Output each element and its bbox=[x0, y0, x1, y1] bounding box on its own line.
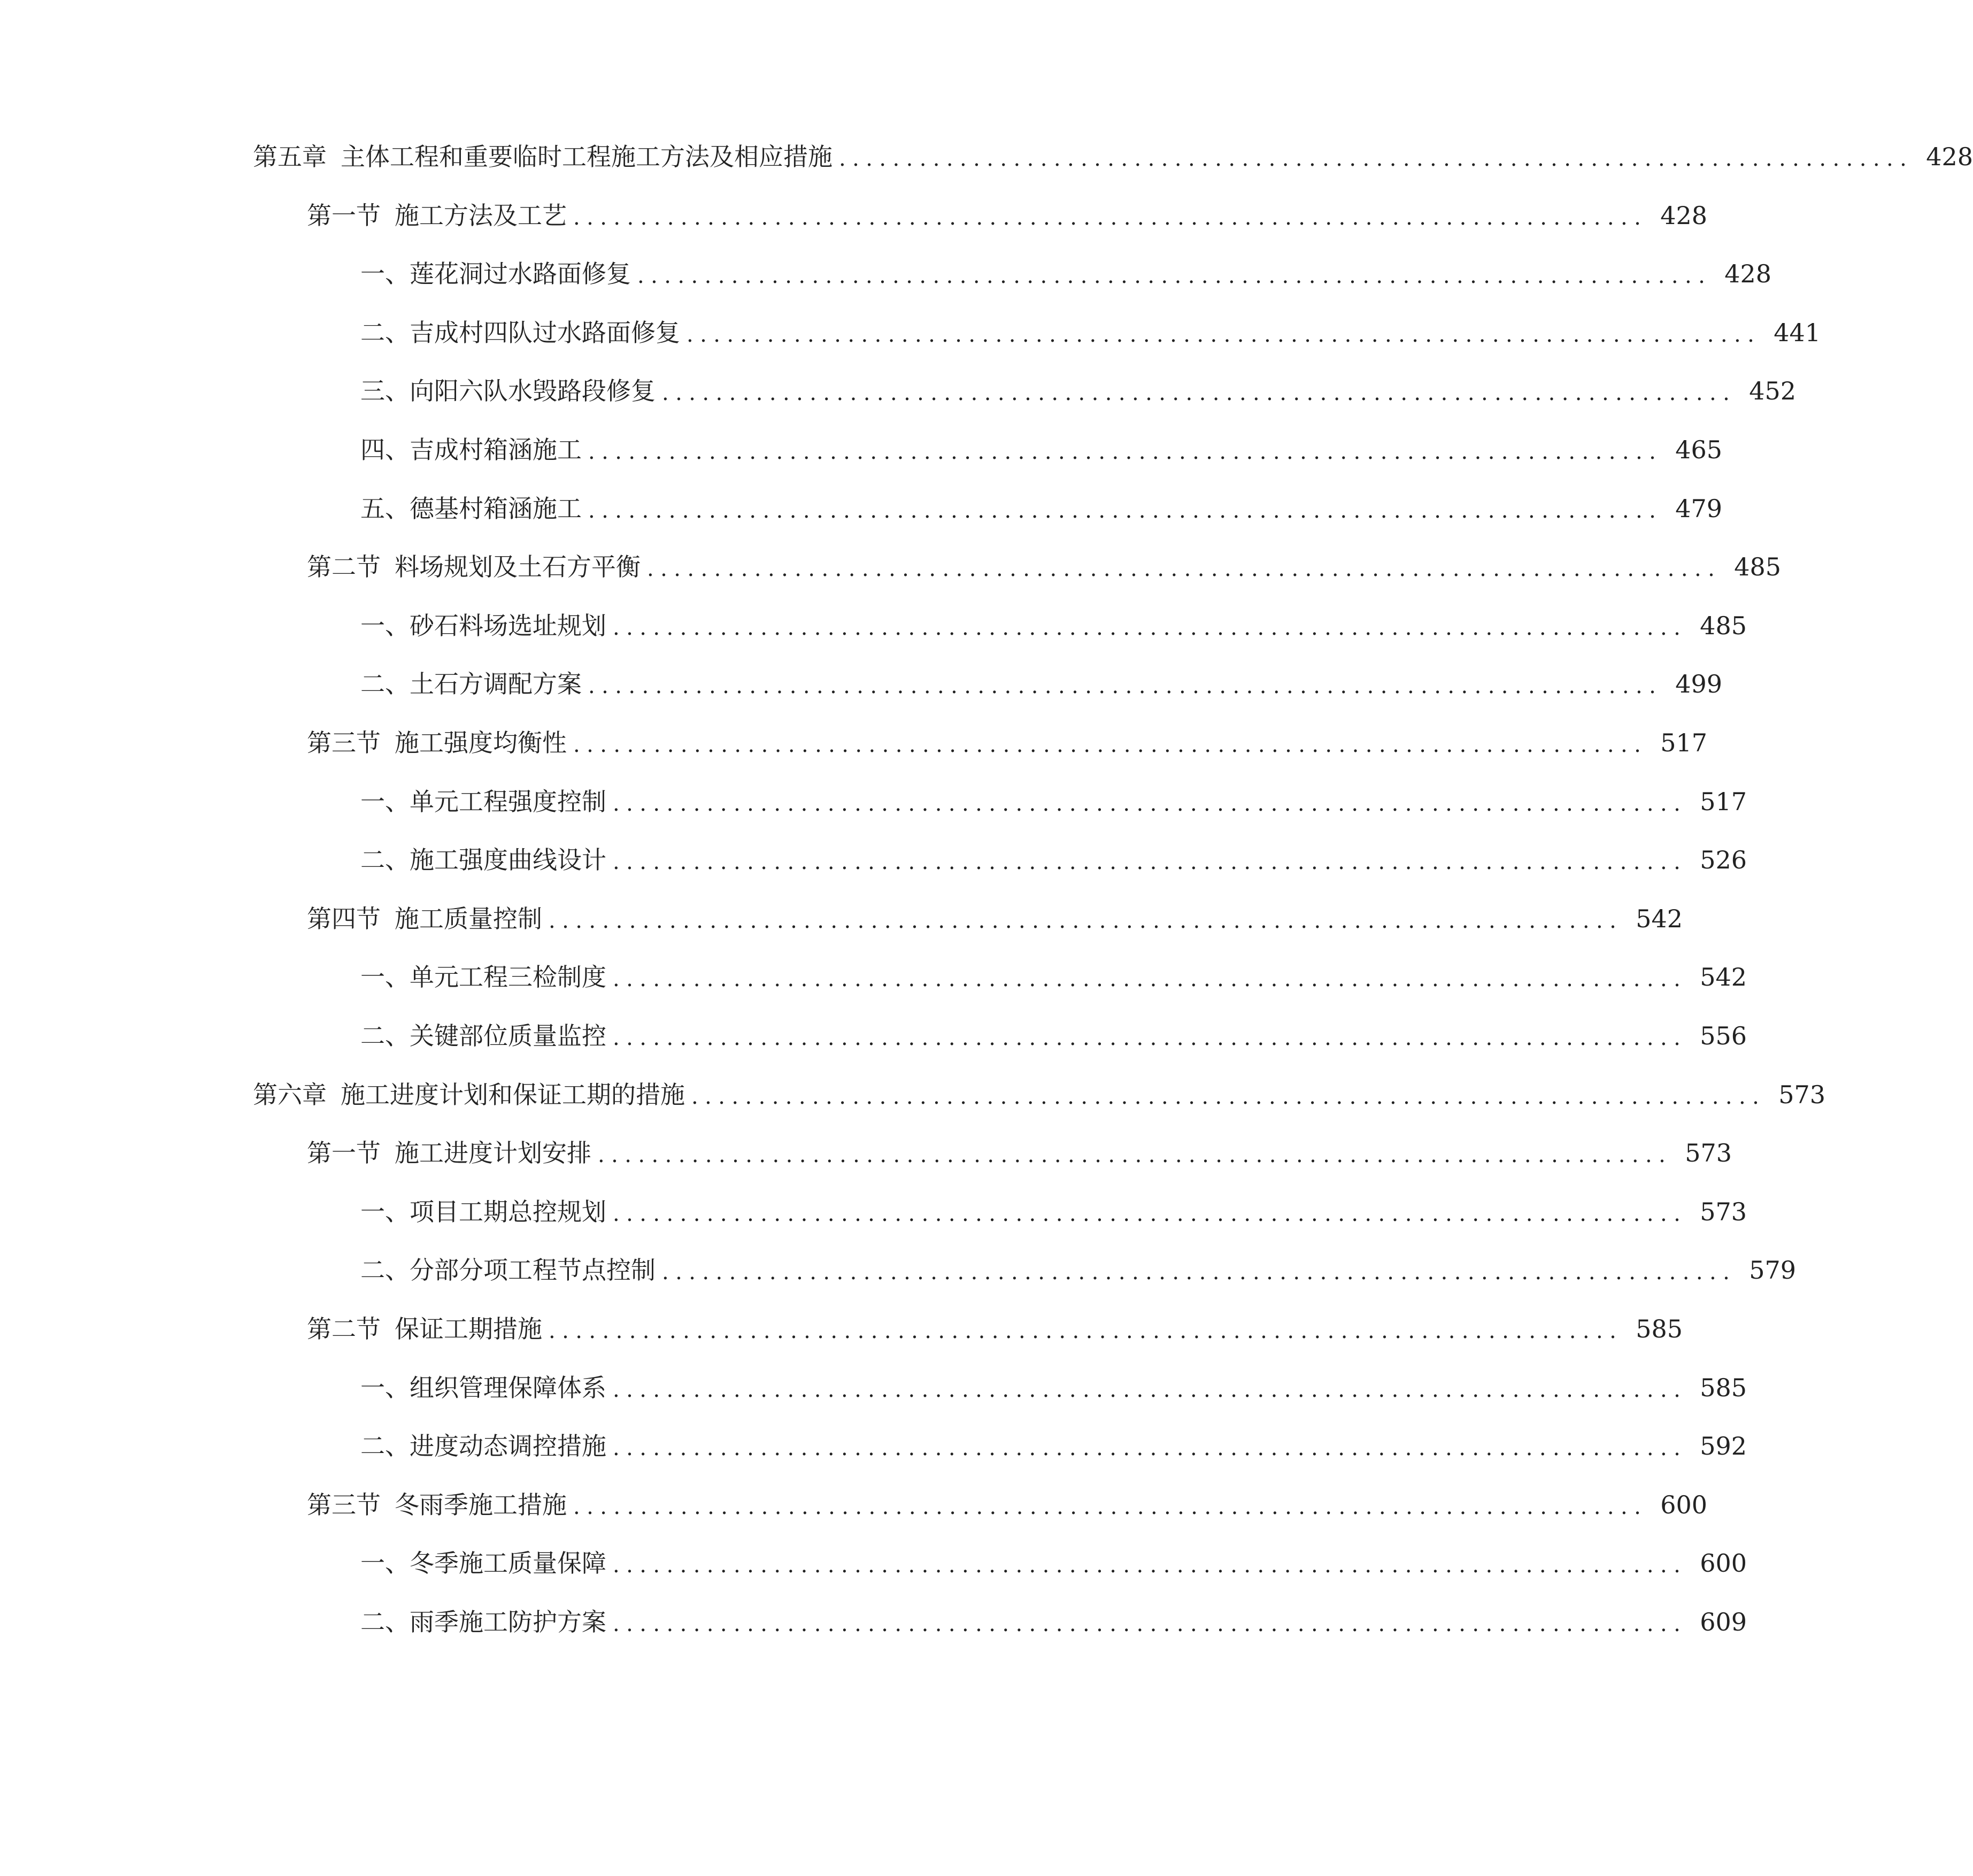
toc-entry-number: 二、 bbox=[360, 670, 410, 698]
toc-entry-level-2[interactable] bbox=[0, 1132, 1732, 1174]
dot-leader: ................................................................................ bbox=[839, 147, 1914, 171]
toc-entry-level-3[interactable] bbox=[0, 956, 1747, 998]
toc-entry-level-2[interactable] bbox=[0, 721, 1707, 764]
toc-entry-title: 吉成村箱涵施工 bbox=[410, 435, 582, 464]
toc-entry-level-3[interactable] bbox=[0, 487, 1722, 530]
toc-entry-level-1[interactable] bbox=[0, 1073, 1825, 1116]
toc-entry-number: 第二节 bbox=[307, 552, 381, 581]
toc-entry-title: 施工进度计划安排 bbox=[395, 1139, 591, 1167]
toc-entry-number: 二、 bbox=[360, 1608, 410, 1636]
toc-entry-title: 施工进度计划和保证工期的措施 bbox=[341, 1080, 685, 1109]
toc-entry-number: 一、 bbox=[360, 611, 410, 640]
toc-entry-page-number: 585 bbox=[1636, 1314, 1683, 1343]
toc-entry-title: 保证工期措施 bbox=[395, 1314, 542, 1343]
toc-entry-level-3[interactable] bbox=[0, 1601, 1747, 1643]
toc-entry-title: 主体工程和重要临时工程施工方法及相应措施 bbox=[341, 142, 833, 171]
toc-entry-level-3[interactable] bbox=[0, 1425, 1747, 1467]
toc-entry-number: 一、 bbox=[360, 259, 410, 288]
toc-entry-page-number: 573 bbox=[1685, 1139, 1732, 1167]
toc-entry-level-2[interactable] bbox=[0, 1308, 1683, 1350]
toc-entry-number: 二、 bbox=[360, 318, 410, 347]
toc-entry-title: 吉成村四队过水路面修复 bbox=[410, 318, 680, 347]
toc-entry-number: 第四节 bbox=[307, 904, 381, 933]
dot-leader: ................................................................................ bbox=[588, 674, 1663, 698]
toc-entry-number: 第三节 bbox=[307, 728, 381, 757]
toc-entry-level-3[interactable] bbox=[0, 1366, 1747, 1409]
toc-entry-number: 五、 bbox=[360, 494, 410, 523]
toc-entry-number: 第一节 bbox=[307, 201, 381, 230]
toc-entry-number: 二、 bbox=[360, 845, 410, 874]
toc-entry-level-3[interactable] bbox=[0, 370, 1796, 412]
dot-leader: ................................................................................ bbox=[613, 1202, 1687, 1226]
toc-entry-number: 三、 bbox=[360, 376, 410, 405]
toc-entry-number: 第二节 bbox=[307, 1314, 381, 1343]
dot-leader: ................................................................................ bbox=[613, 1436, 1687, 1460]
toc-entry-level-3[interactable] bbox=[0, 1249, 1796, 1291]
toc-entry-level-3[interactable] bbox=[0, 1542, 1747, 1585]
toc-entry-title: 施工强度曲线设计 bbox=[410, 845, 606, 874]
dot-leader: ................................................................................ bbox=[687, 322, 1761, 347]
dot-leader: ................................................................................ bbox=[691, 1085, 1766, 1109]
dot-leader: ................................................................................ bbox=[637, 264, 1712, 288]
toc-entry-page-number: 585 bbox=[1700, 1373, 1747, 1402]
toc-entry-title: 砂石料场选址规划 bbox=[410, 611, 606, 640]
toc-entry-title: 组织管理保障体系 bbox=[410, 1373, 606, 1402]
toc-entry-page-number: 556 bbox=[1700, 1021, 1747, 1050]
toc-entry-page-number: 428 bbox=[1660, 201, 1707, 230]
toc-entry-page-number: 526 bbox=[1700, 845, 1747, 874]
toc-entry-page-number: 600 bbox=[1700, 1549, 1747, 1578]
dot-leader: ................................................................................ bbox=[613, 1553, 1687, 1578]
toc-entry-level-2[interactable] bbox=[0, 897, 1683, 940]
toc-entry-title: 施工质量控制 bbox=[395, 904, 542, 933]
dot-leader: ................................................................................ bbox=[613, 850, 1687, 874]
dot-leader: ................................................................................ bbox=[613, 791, 1687, 816]
toc-entry-level-2[interactable] bbox=[0, 1483, 1707, 1526]
toc-entry-level-2[interactable] bbox=[0, 194, 1707, 237]
toc-entry-level-3[interactable] bbox=[0, 252, 1771, 295]
toc-entry-page-number: 452 bbox=[1749, 376, 1796, 405]
toc-entry-number: 一、 bbox=[360, 1373, 410, 1402]
dot-leader: ................................................................................ bbox=[588, 440, 1663, 464]
toc-entry-title: 分部分项工程节点控制 bbox=[410, 1256, 656, 1285]
toc-entry-page-number: 573 bbox=[1700, 1197, 1747, 1226]
toc-entry-title: 冬季施工质量保障 bbox=[410, 1549, 606, 1578]
toc-entry-level-3[interactable] bbox=[0, 839, 1747, 881]
dot-leader: ................................................................................ bbox=[662, 1260, 1737, 1285]
toc-entry-page-number: 485 bbox=[1734, 552, 1781, 581]
dot-leader: ................................................................................ bbox=[573, 1495, 1648, 1519]
dot-leader: ................................................................................ bbox=[549, 909, 1623, 933]
toc-entry-title: 进度动态调控措施 bbox=[410, 1432, 606, 1460]
toc-entry-number: 四、 bbox=[360, 435, 410, 464]
toc-entry-title: 单元工程强度控制 bbox=[410, 787, 606, 816]
toc-entry-number: 第五章 bbox=[253, 142, 327, 171]
toc-entry-page-number: 542 bbox=[1636, 904, 1683, 933]
toc-entry-page-number: 428 bbox=[1926, 142, 1973, 171]
dot-leader: ................................................................................ bbox=[613, 967, 1687, 991]
toc-entry-number: 一、 bbox=[360, 963, 410, 991]
toc-entry-title: 莲花洞过水路面修复 bbox=[410, 259, 631, 288]
toc-entry-page-number: 573 bbox=[1778, 1080, 1825, 1109]
toc-entry-level-3[interactable] bbox=[0, 663, 1722, 705]
toc-entry-page-number: 579 bbox=[1749, 1256, 1796, 1285]
toc-entry-title: 雨季施工防护方案 bbox=[410, 1608, 606, 1636]
toc-entry-page-number: 441 bbox=[1774, 318, 1821, 347]
toc-entry-title: 向阳六队水毁路段修复 bbox=[410, 376, 656, 405]
toc-entry-page-number: 609 bbox=[1700, 1608, 1747, 1636]
toc-entry-page-number: 517 bbox=[1700, 787, 1747, 816]
toc-entry-title: 德基村箱涵施工 bbox=[410, 494, 582, 523]
toc-entry-number: 第三节 bbox=[307, 1490, 381, 1519]
toc-entry-page-number: 428 bbox=[1724, 259, 1771, 288]
toc-entry-number: 一、 bbox=[360, 1549, 410, 1578]
toc-entry-level-1[interactable] bbox=[0, 135, 1973, 178]
toc-entry-title: 土石方调配方案 bbox=[410, 670, 582, 698]
toc-entry-level-3[interactable] bbox=[0, 1190, 1747, 1233]
toc-entry-page-number: 465 bbox=[1675, 435, 1722, 464]
toc-entry-page-number: 600 bbox=[1660, 1490, 1707, 1519]
toc-entry-title: 冬雨季施工措施 bbox=[395, 1490, 567, 1519]
dot-leader: ................................................................................ bbox=[613, 1026, 1687, 1050]
toc-entry-page-number: 485 bbox=[1700, 611, 1747, 640]
dot-leader: ................................................................................ bbox=[598, 1143, 1673, 1167]
toc-entry-page-number: 479 bbox=[1675, 494, 1722, 523]
toc-entry-title: 料场规划及土石方平衡 bbox=[395, 552, 641, 581]
dot-leader: ................................................................................ bbox=[588, 498, 1663, 523]
toc-entry-level-3[interactable] bbox=[0, 604, 1747, 647]
toc-entry-title: 关键部位质量监控 bbox=[410, 1021, 606, 1050]
dot-leader: ................................................................................ bbox=[613, 1378, 1687, 1402]
toc-entry-level-2[interactable] bbox=[0, 545, 1781, 588]
toc-entry-number: 二、 bbox=[360, 1432, 410, 1460]
toc-entry-level-3[interactable] bbox=[0, 428, 1722, 471]
dot-leader: ................................................................................ bbox=[662, 381, 1737, 405]
toc-entry-title: 单元工程三检制度 bbox=[410, 963, 606, 991]
toc-entry-title: 施工强度均衡性 bbox=[395, 728, 567, 757]
toc-entry-level-3[interactable] bbox=[0, 311, 1821, 354]
toc-entry-level-3[interactable] bbox=[0, 780, 1747, 823]
toc-entry-page-number: 499 bbox=[1675, 670, 1722, 698]
dot-leader: ................................................................................ bbox=[573, 205, 1648, 230]
dot-leader: ................................................................................ bbox=[647, 557, 1722, 581]
toc-entry-number: 第六章 bbox=[253, 1080, 327, 1109]
toc-entry-level-3[interactable] bbox=[0, 1014, 1747, 1057]
dot-leader: ................................................................................ bbox=[613, 1612, 1687, 1636]
dot-leader: ................................................................................ bbox=[613, 616, 1687, 640]
toc-entry-number: 二、 bbox=[360, 1256, 410, 1285]
toc-entry-number: 一、 bbox=[360, 1197, 410, 1226]
toc-entry-number: 一、 bbox=[360, 787, 410, 816]
toc-entry-number: 二、 bbox=[360, 1021, 410, 1050]
dot-leader: ................................................................................ bbox=[573, 733, 1648, 757]
toc-entry-number: 第一节 bbox=[307, 1139, 381, 1167]
toc-entry-page-number: 592 bbox=[1700, 1432, 1747, 1460]
toc-entry-page-number: 517 bbox=[1660, 728, 1707, 757]
toc-entry-title: 施工方法及工艺 bbox=[395, 201, 567, 230]
toc-entry-page-number: 542 bbox=[1700, 963, 1747, 991]
toc-entry-title: 项目工期总控规划 bbox=[410, 1197, 606, 1226]
dot-leader: ................................................................................ bbox=[549, 1319, 1623, 1343]
